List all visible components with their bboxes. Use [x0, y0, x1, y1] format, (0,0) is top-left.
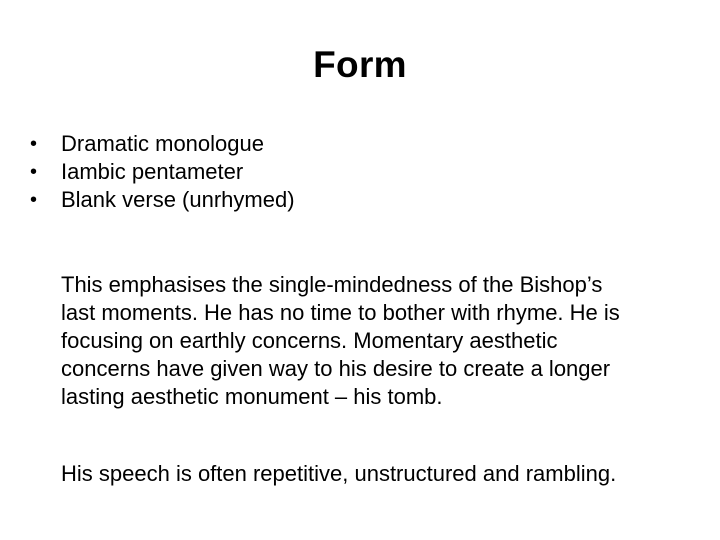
bullet-item [30, 130, 295, 158]
bullet-text: Iambic pentameter [61, 159, 244, 184]
bullet-item [30, 158, 295, 186]
bullet-icon: • [30, 161, 38, 183]
bullet-item [30, 186, 295, 214]
bullet-icon: • [30, 133, 38, 155]
bullet-icon: • [30, 189, 38, 211]
paragraph-line: This emphasises the single-mindedness of the Bishop’s [61, 272, 603, 297]
slide-title: Form [313, 44, 407, 85]
bullet-text: Blank verse (unrhymed) [61, 187, 295, 212]
paragraph-line: lasting aesthetic monument – his tomb. [61, 384, 443, 409]
closing-line: His speech is often repetitive, unstructured and rambling. [61, 461, 617, 486]
paragraph-line: focusing on earthly concerns. Momentary aesthetic [61, 328, 558, 353]
bullet-list [30, 130, 295, 214]
bullet-text: Dramatic monologue [61, 131, 264, 156]
paragraph-line: last moments. He has no time to bother with rhyme. He is [61, 300, 620, 325]
paragraph-line: concerns have given way to his desire to create a longer [61, 356, 611, 381]
explanation-paragraph [61, 271, 711, 411]
closing-paragraph [61, 460, 711, 488]
